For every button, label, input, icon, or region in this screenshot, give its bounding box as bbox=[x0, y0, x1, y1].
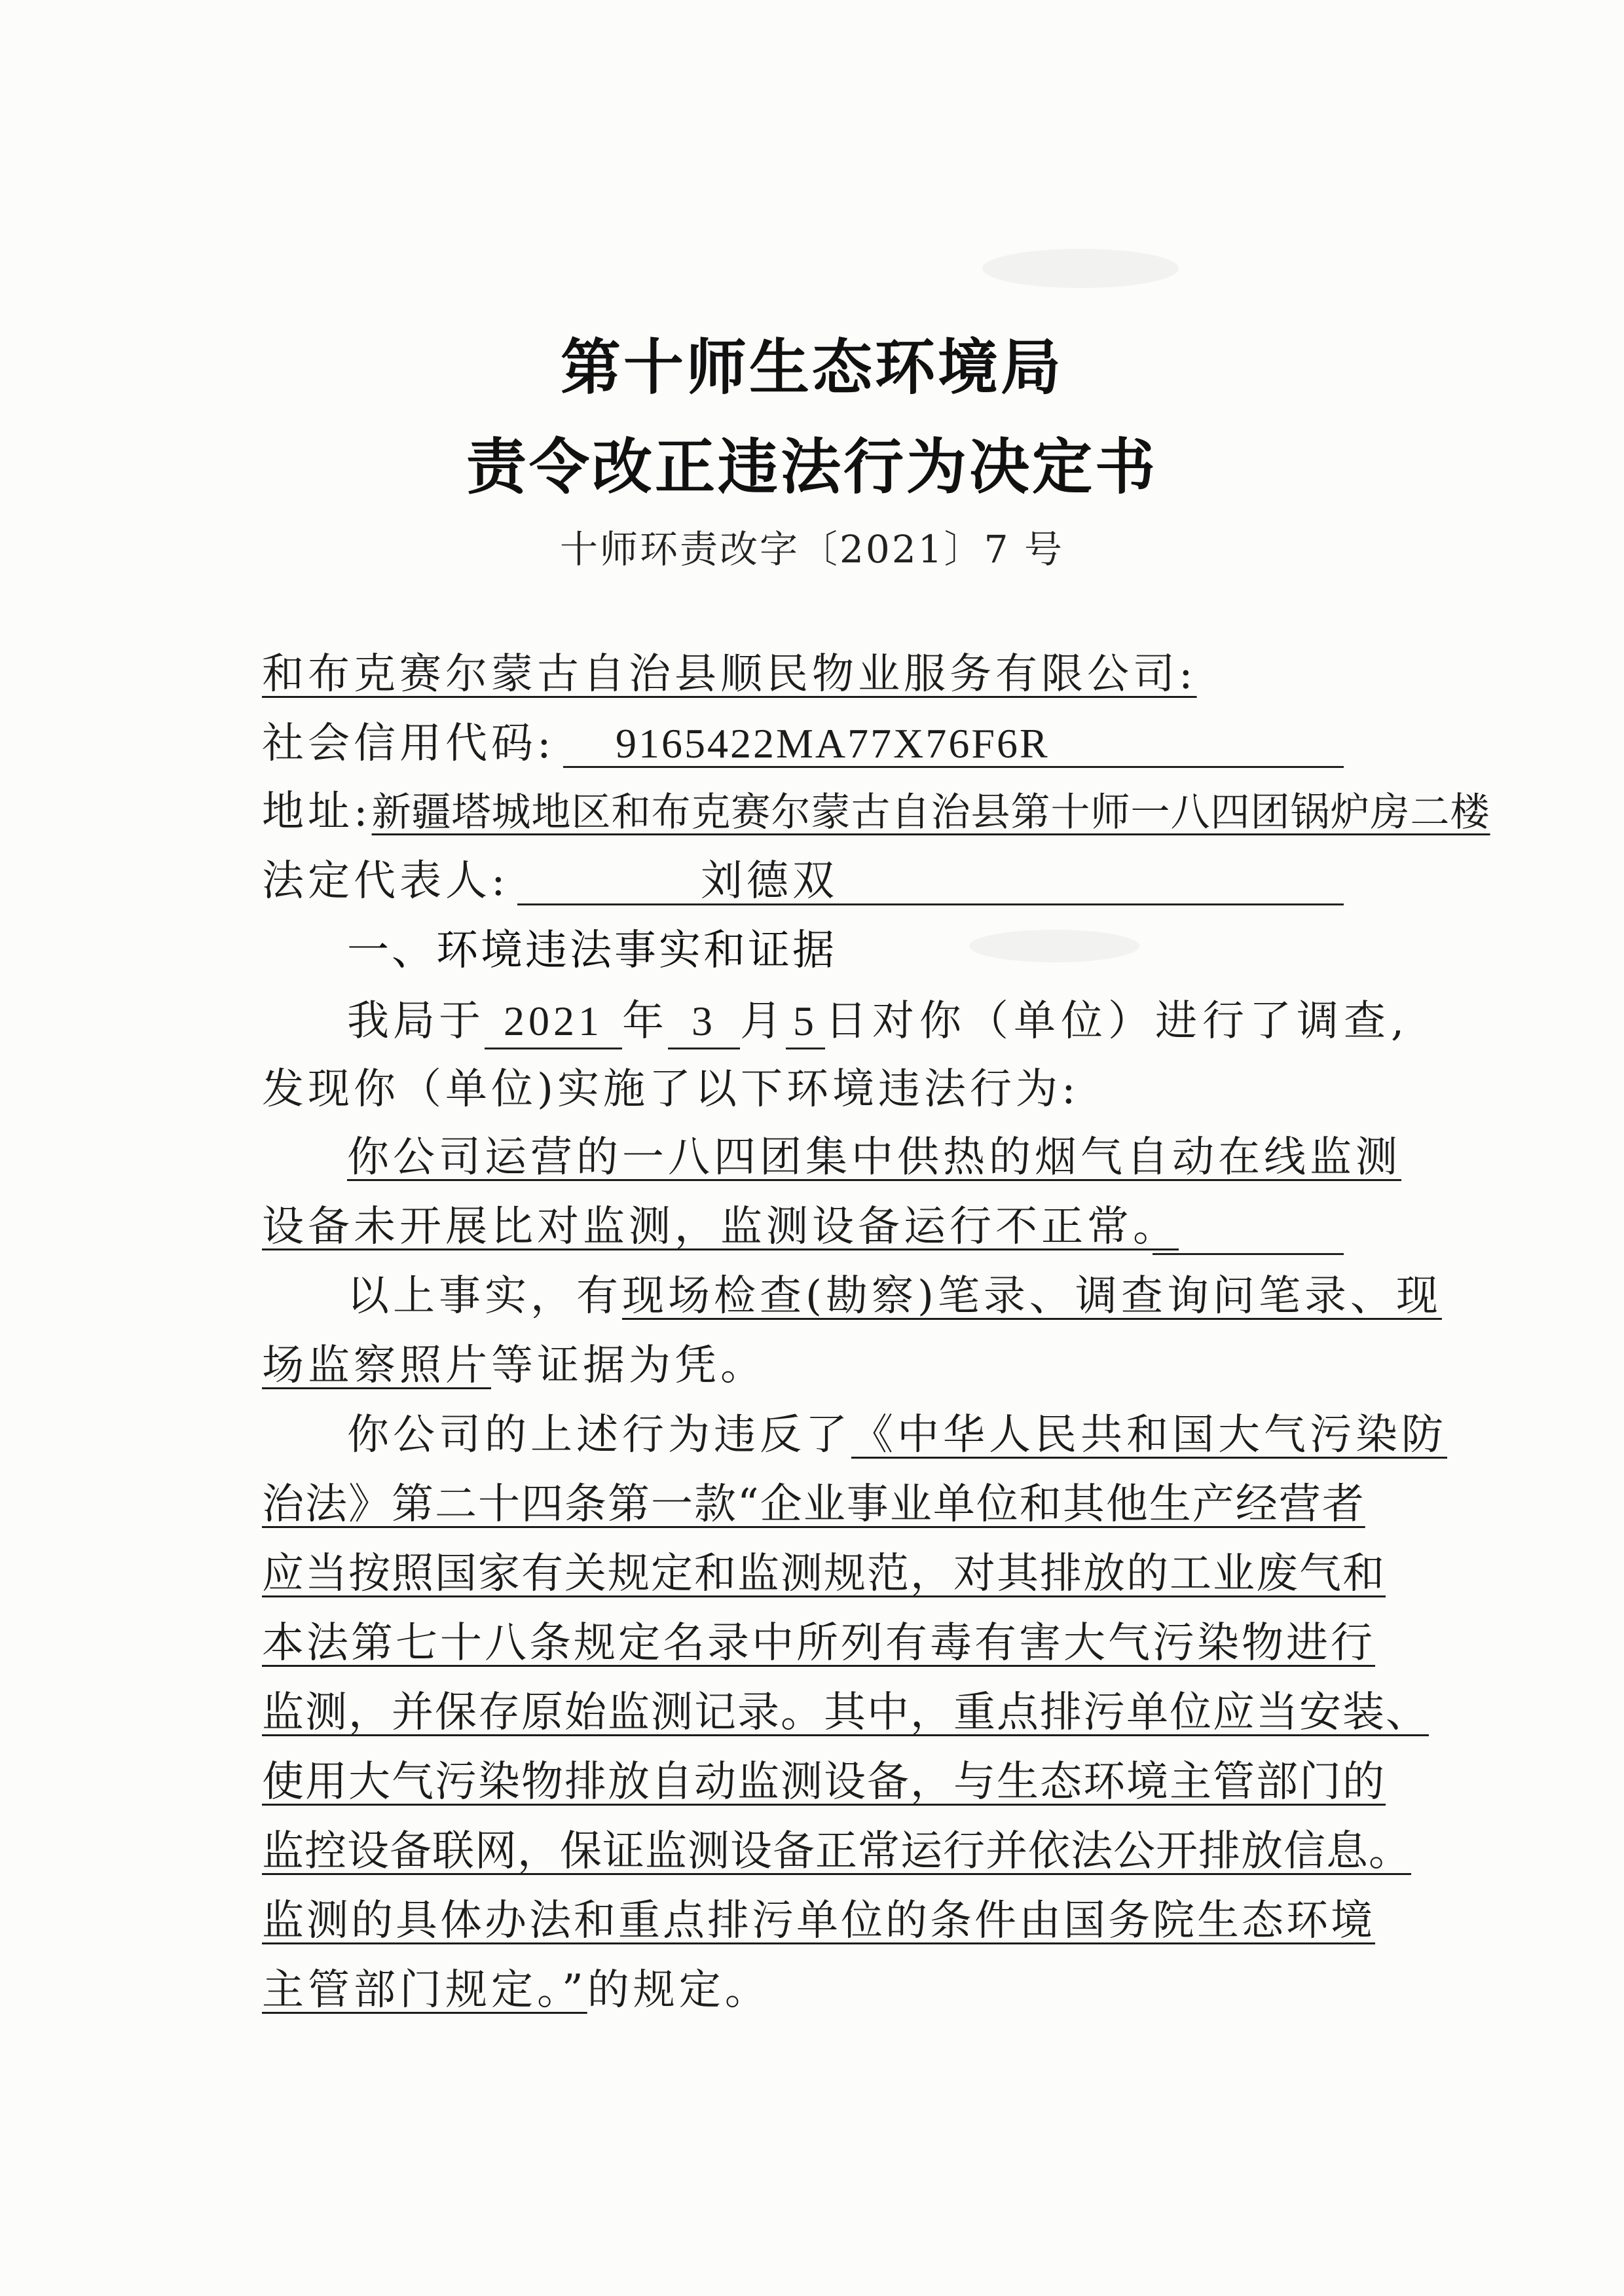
evidence-prefix: 以上事实，有 bbox=[347, 1272, 622, 1321]
document-number: 十师环责改字〔2021〕7 号 bbox=[560, 527, 1064, 572]
investigation-month: 3 bbox=[668, 995, 740, 1049]
credit-code-value: 9165422MA77X76F6R bbox=[616, 720, 1050, 767]
law-text: 《中华人民共和国大气污染防 bbox=[851, 1411, 1447, 1459]
legal-rep-row bbox=[262, 855, 509, 907]
investigation-prefix: 我局于 bbox=[347, 997, 485, 1046]
law-line: 监测，并保存原始监测记录。其中，重点排污单位应当安装、 bbox=[262, 1688, 1429, 1737]
law-suffix: 的规定。 bbox=[587, 1966, 771, 2014]
legal-rep-underline bbox=[517, 903, 1344, 905]
investigation-year: 2021 bbox=[485, 995, 622, 1049]
credit-code-label: 社会信用代码: bbox=[262, 720, 555, 768]
evidence-items: 现场检查(勘察)笔录、调查询问笔录、现 bbox=[622, 1272, 1442, 1321]
credit-code-row bbox=[262, 718, 555, 770]
legal-rep-label: 法定代表人: bbox=[262, 857, 509, 905]
document-title-line2: 责令改正违法行为决定书 bbox=[466, 431, 1158, 502]
evidence-items-cont: 场监察照片 bbox=[262, 1341, 491, 1390]
scan-speck bbox=[969, 930, 1139, 962]
law-line: 治法》第二十四条第一款“企业事业单位和其他生产经营者 bbox=[262, 1480, 1365, 1529]
violation-line-text: 设备未开展比对监测，监测设备运行不正常。 bbox=[262, 1203, 1179, 1251]
investigation-day: 5 bbox=[786, 995, 825, 1049]
law-text-end: 主管部门规定。” bbox=[262, 1966, 587, 2014]
evidence-suffix: 等证据为凭。 bbox=[491, 1341, 766, 1390]
violation-underline-tail bbox=[1153, 1253, 1344, 1255]
law-prefix: 你公司的上述行为违反了 bbox=[347, 1411, 851, 1459]
document-title-line1: 第十师生态环境局 bbox=[560, 332, 1063, 403]
investigation-line2: 发现你（单位)实施了以下环境违法行为: bbox=[262, 1065, 1080, 1114]
law-line-last bbox=[262, 1964, 771, 2016]
investigation-line bbox=[347, 995, 1409, 1049]
law-line: 监测的具体办法和重点排污单位的条件由国务院生态环境 bbox=[262, 1897, 1375, 1945]
law-line: 本法第七十八条规定名录中所列有毒有害大气污染物进行 bbox=[262, 1619, 1375, 1667]
company-name-row bbox=[262, 648, 1197, 701]
address-row bbox=[262, 786, 1490, 839]
company-name: 和布克赛尔蒙古自治县顺民物业服务有限公司: bbox=[262, 650, 1197, 699]
evidence-line bbox=[347, 1270, 1442, 1322]
violation-line bbox=[262, 1201, 1179, 1253]
year-unit: 年 bbox=[622, 997, 668, 1046]
legal-rep-value: 刘德双 bbox=[701, 857, 838, 905]
law-line: 监控设备联网，保证监测设备正常运行并依法公开排放信息。 bbox=[262, 1827, 1411, 1876]
section-heading: 一、环境违法事实和证据 bbox=[347, 926, 837, 975]
law-line bbox=[347, 1409, 1447, 1461]
law-line: 使用大气污染物排放自动监测设备，与生态环境主管部门的 bbox=[262, 1758, 1386, 1806]
scan-speck bbox=[982, 249, 1179, 288]
address-label: 地址: bbox=[262, 788, 372, 836]
month-unit: 月 bbox=[740, 997, 786, 1046]
violation-line: 你公司运营的一八四团集中供热的烟气自动在线监测 bbox=[347, 1133, 1401, 1182]
address-value: 新疆塔城地区和布克赛尔蒙古自治县第十师一八四团锅炉房二楼 bbox=[371, 790, 1490, 835]
law-line: 应当按照国家有关规定和监测规范，对其排放的工业废气和 bbox=[262, 1550, 1386, 1598]
evidence-line2 bbox=[262, 1339, 766, 1392]
investigation-suffix: 日对你（单位）进行了调查, bbox=[825, 997, 1410, 1046]
